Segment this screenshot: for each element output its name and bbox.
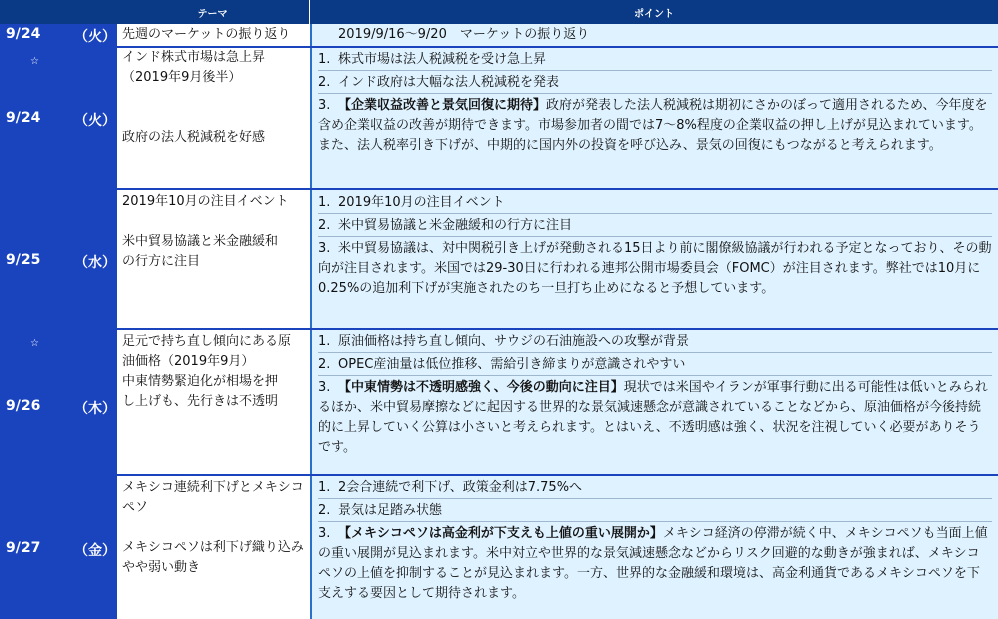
weekday: （金） bbox=[74, 543, 116, 559]
theme-line: インド株式市場は急上昇 bbox=[122, 50, 266, 65]
point-item bbox=[318, 96, 992, 156]
row-5-theme bbox=[116, 476, 309, 619]
theme-line: ペソ bbox=[122, 500, 149, 515]
theme-line: の行方に注目 bbox=[122, 254, 201, 269]
point-text: メキシコ経済の停滞が続く中、メキシコペソも当面上値の重い展開が見込まれます。米中対立や世界的な景気減速懸念などからリスク回避的な動きが強まれば、メキシコペソの上値を抑制することが見込まれます。一方、世界的な金融緩和環境は、高金利通貨であるメキシコペソを下支えする要因として期待されます。 bbox=[318, 526, 988, 601]
theme-line: 先週のマーケットの振り返り bbox=[122, 27, 291, 42]
row-5-date-cell bbox=[0, 476, 116, 619]
row-3-theme bbox=[116, 190, 309, 328]
point-text: OPEC産油量は低位推移、需給引き締まりが意識されやすい bbox=[338, 357, 686, 372]
row-1-points bbox=[310, 24, 998, 46]
header-date-cell bbox=[0, 0, 116, 24]
point-text: 2019年10月の注目イベント bbox=[338, 195, 505, 210]
theme-line: （2019年9月後半） bbox=[122, 70, 242, 85]
theme-line: 油価格（2019年9月） bbox=[122, 354, 255, 369]
theme-line: 米中貿易協議と米金融緩和 bbox=[122, 234, 279, 249]
star-icon: ☆ bbox=[30, 56, 39, 67]
point-text: 景気は足踏み状態 bbox=[338, 503, 443, 518]
point-item bbox=[318, 478, 992, 499]
point-text: 2会合連続で利下げ、政策金利は7.75%へ bbox=[338, 480, 583, 495]
point-number: 3. bbox=[318, 526, 331, 541]
point-item bbox=[318, 25, 992, 45]
point-number: 3. bbox=[318, 380, 331, 395]
point-number: 2. bbox=[318, 218, 331, 233]
point-heading: 【中東情勢は不透明感強く、今後の動向に注目】 bbox=[338, 380, 624, 395]
point-text: 政府が発表した法人税減税は期初にさかのぼって適用されるため、今年度を含め企業収益の改善が期待できます。市場参加者の間では7～8%程度の企業収益の押し上げが見込まれています。また、法人税率引き下げが、中期的に国内外の投資を呼び込み、景気の回復にもつながると考えられます。 bbox=[318, 98, 988, 153]
point-number: 3. bbox=[318, 241, 331, 256]
row-2-theme bbox=[116, 48, 309, 188]
row-4-points bbox=[310, 330, 998, 474]
point-text: 株式市場は法人税減税を受け急上昇 bbox=[338, 52, 547, 67]
point-number: 2. bbox=[318, 75, 331, 90]
point-text: 米中貿易協議は、対中関税引き上げが発動される15日より前に閣僚級協議が行われる予定となっており、その動向が注目されます。米国では29-30日に行われる連邦公開市場委員会（FOMC）が注目されます。弊社では10月に0.25%の追加利下げが実施されたのち一旦打ち止めになると予想しています。 bbox=[318, 241, 992, 296]
date: 9/26 bbox=[6, 398, 41, 414]
row-4-date-cell bbox=[0, 330, 116, 474]
row-1-date-cell bbox=[0, 24, 116, 46]
row-5-points bbox=[310, 476, 998, 619]
date: 9/24 bbox=[6, 110, 41, 126]
point-text: インド政府は大幅な法人税減税を発表 bbox=[338, 75, 560, 90]
point-text: 原油価格は持ち直し傾向、サウジの石油施設への攻撃が背景 bbox=[338, 334, 690, 349]
theme-line: 足元で持ち直し傾向にある原 bbox=[122, 334, 292, 349]
theme-line: 2019年10月の注目イベント bbox=[122, 194, 289, 209]
weekday: （火） bbox=[74, 29, 116, 45]
point-number: 3. bbox=[318, 98, 331, 113]
row-4-theme bbox=[116, 330, 309, 474]
point-number: 2. bbox=[318, 357, 331, 372]
theme-line: 中東情勢緊迫化が相場を押 bbox=[122, 374, 279, 389]
row-3-points bbox=[310, 190, 998, 328]
point-item bbox=[318, 50, 992, 71]
theme-line: やや弱い動き bbox=[122, 560, 201, 575]
theme-line: 政府の法人税減税を好感 bbox=[122, 130, 266, 145]
point-item bbox=[318, 524, 992, 604]
theme-line bbox=[122, 108, 304, 128]
point-item bbox=[318, 216, 992, 237]
point-item bbox=[318, 501, 992, 522]
date: 9/27 bbox=[6, 540, 41, 556]
theme-line: し上げも、先行きは不透明 bbox=[122, 394, 279, 409]
row-1-theme bbox=[116, 24, 309, 46]
point-text: 米中貿易協議と米金融緩和の行方に注目 bbox=[338, 218, 573, 233]
point-number: 1. bbox=[318, 334, 331, 349]
weekday: （木） bbox=[74, 401, 116, 417]
point-number: 1. bbox=[318, 52, 331, 67]
point-number: 2. bbox=[318, 503, 331, 518]
header-point: ポイント bbox=[310, 0, 998, 24]
theme-line: メキシコペソは利下げ織り込み bbox=[122, 540, 304, 555]
point-item bbox=[318, 239, 992, 299]
point-item bbox=[318, 355, 992, 376]
point-heading: 【企業収益改善と景気回復に期待】 bbox=[338, 98, 547, 113]
star-icon: ☆ bbox=[30, 338, 39, 349]
theme-line: メキシコ連続利下げとメキシコ bbox=[122, 480, 304, 495]
header-theme: テーマ bbox=[116, 0, 309, 24]
row-3-date-cell bbox=[0, 190, 116, 328]
point-text: 2019/9/16～9/20 マーケットの振り返り bbox=[338, 27, 590, 42]
date: 9/25 bbox=[6, 252, 41, 268]
point-number: 1. bbox=[318, 480, 331, 495]
point-heading: 【メキシコペソは高金利が下支えも上値の重い展開か】 bbox=[338, 526, 663, 541]
point-item bbox=[318, 193, 992, 214]
theme-line bbox=[122, 518, 304, 538]
point-item bbox=[318, 378, 992, 458]
row-2-date-cell bbox=[0, 48, 116, 188]
point-number: 1. bbox=[318, 195, 331, 210]
theme-line bbox=[122, 212, 304, 232]
weekday: （水） bbox=[74, 255, 116, 271]
point-text: 現状では米国やイランが軍事行動に出る可能性は低いとみられるほか、米中貿易摩擦などに起因する世界的な景気減速懸念が意識されていることなどから、原油価格が今後持続的に上昇していく公算は小さいと考えられます。とはいえ、不透明感は強く、状況を注視していく必要がありそうです。 bbox=[318, 380, 988, 455]
date: 9/24 bbox=[6, 26, 41, 42]
theme-line bbox=[122, 88, 304, 108]
weekday: （火） bbox=[74, 113, 116, 129]
point-item bbox=[318, 73, 992, 94]
point-item bbox=[318, 332, 992, 353]
row-2-points bbox=[310, 48, 998, 188]
